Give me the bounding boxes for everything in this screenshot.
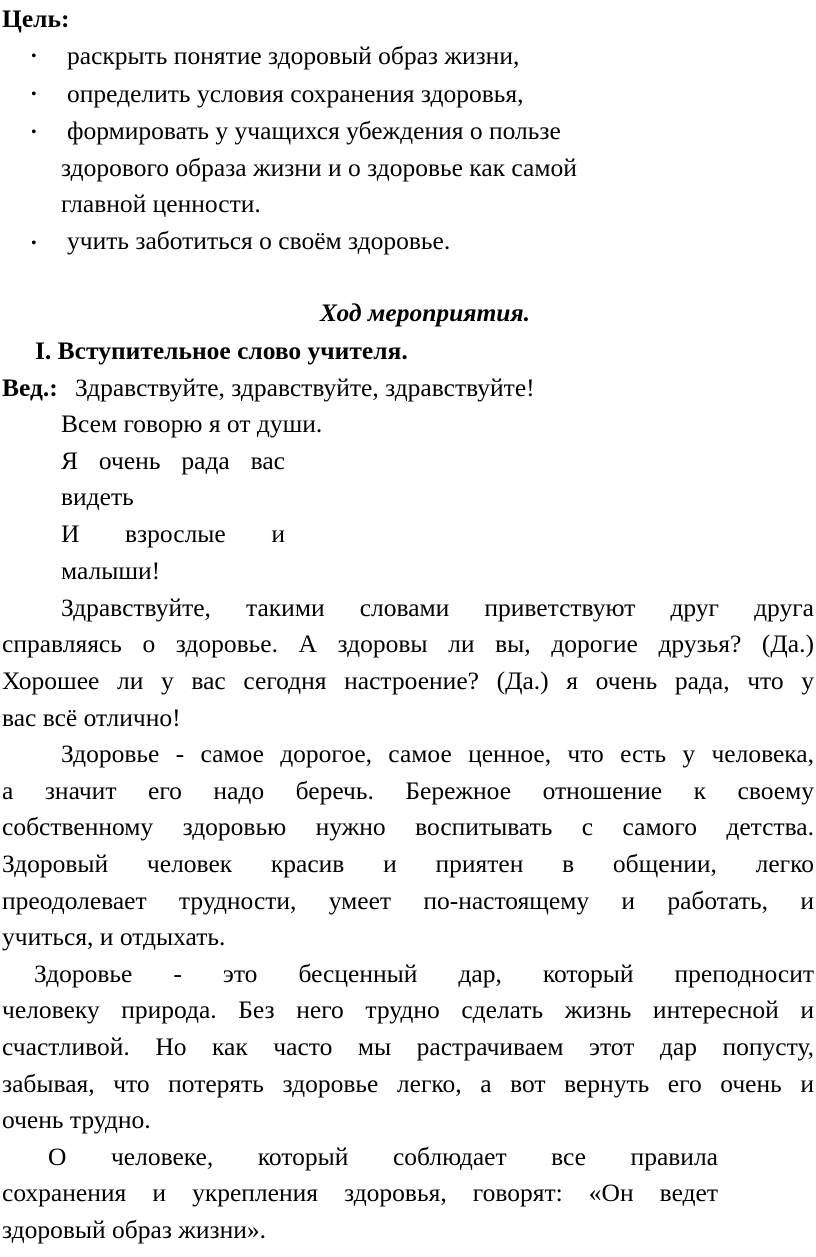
paragraph-1-line-1: Здравствуйте, такими словами приветствуют друг друга — [61, 593, 814, 622]
paragraph-3-line-5: очень трудно. — [2, 1105, 151, 1134]
paragraph-2-line-6: учиться, и отдыхать. — [2, 922, 226, 951]
paragraph-2-line-3: собственному здоровью нужно воспитывать с самого детства. — [2, 812, 814, 841]
goal-item-2: определить условия сохранения здоровья, — [67, 79, 524, 108]
paragraph-1-line-2: справляясь о здоровье. А здоровы ли вы, дорогие друзья? (Да.) — [2, 629, 814, 658]
bullet-icon: • — [31, 124, 37, 141]
poem-line-5: И взрослые и — [61, 519, 285, 548]
goal-item-3-line-2: здорового образа жизни и о здоровье как самой — [61, 153, 577, 182]
event-title: Ход мероприятия. — [319, 298, 530, 327]
poem-line-1: Здравствуйте, здравствуйте, здравствуйте! — [75, 373, 535, 402]
section-heading: I. Вступительное слово учителя. — [35, 336, 408, 365]
bullet-icon: • — [31, 235, 37, 252]
bullet-icon: • — [31, 86, 37, 103]
poem-line-3: Я очень рада вас — [61, 446, 285, 475]
paragraph-2-line-2: а значит его надо беречь. Бережное отношение к своему — [2, 776, 814, 805]
paragraph-4-line-1: О человеке, который соблюдает все правила — [48, 1142, 718, 1171]
poem-line-6: малыши! — [61, 556, 161, 585]
goal-item-3-line-3: главной ценности. — [61, 189, 261, 218]
goal-item-4: учить заботиться о своём здоровье. — [67, 226, 451, 255]
paragraph-4-line-3: здоровый образ жизни». — [2, 1215, 267, 1244]
paragraph-4-line-2: сохранения и укрепления здоровья, говорят: «Он ведет — [2, 1178, 718, 1207]
paragraph-1-line-3: Хорошее ли у вас сегодня настроение? (Да.) я очень рада, что у — [2, 666, 814, 695]
paragraph-2-line-4: Здоровый человек красив и приятен в общении, легко — [2, 849, 814, 878]
paragraph-1-line-4: вас всё отлично! — [2, 703, 181, 732]
goal-heading: Цель: — [2, 4, 70, 33]
paragraph-3-line-1: Здоровье - это бесценный дар, который преподносит — [34, 959, 814, 988]
speaker-label: Вед.: — [2, 373, 58, 402]
paragraph-2-line-1: Здоровье - самое дорогое, самое ценное, что есть у человека, — [61, 739, 814, 768]
paragraph-2-line-5: преодолевает трудности, умеет по-настоящему и работать, и — [2, 886, 814, 915]
goal-item-3-line-1: формировать у учащихся убеждения о пользе — [67, 116, 561, 145]
paragraph-3-line-2: человеку природа. Без него трудно сделать жизнь интересной и — [2, 995, 814, 1024]
goal-item-1: раскрыть понятие здоровый образ жизни, — [67, 41, 520, 70]
paragraph-3-line-4: забывая, что потерять здоровье легко, а вот вернуть его очень и — [2, 1069, 814, 1098]
poem-line-2: Всем говорю я от души. — [61, 409, 323, 438]
paragraph-3-line-3: счастливой. Но как часто мы растрачиваем этот дар попусту, — [2, 1032, 814, 1061]
bullet-icon: • — [31, 48, 37, 65]
poem-line-4: видеть — [61, 482, 134, 511]
